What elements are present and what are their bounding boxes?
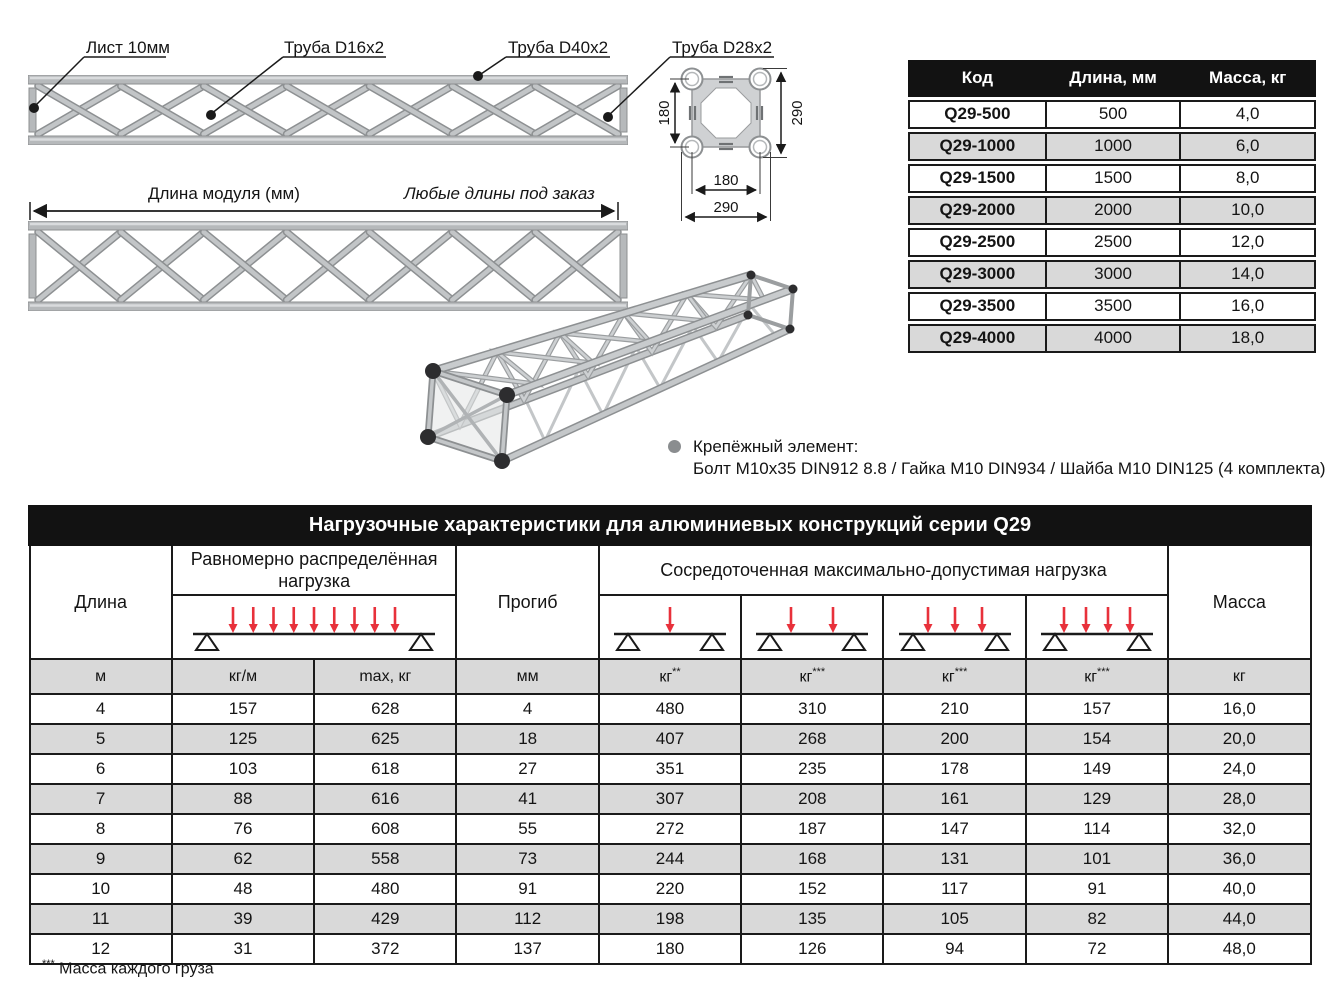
label-tube-d16: Труба D16x2 <box>284 38 385 57</box>
load-value: 44,0 <box>1168 904 1310 934</box>
load-value: 135 <box>741 904 883 934</box>
load-value: 625 <box>314 724 456 754</box>
unit-cell: кг** <box>599 659 741 694</box>
concentrated-load-diagram-1 <box>599 595 741 659</box>
load-value: 105 <box>883 904 1025 934</box>
leader-lines <box>34 57 670 116</box>
load-value: 244 <box>599 844 741 874</box>
load-value: 6 <box>30 754 172 784</box>
spec-header-row <box>908 60 1316 97</box>
spec-table-body <box>908 100 1316 353</box>
plate-hole <box>701 88 751 138</box>
load-value: 480 <box>314 874 456 904</box>
load-value: 407 <box>599 724 741 754</box>
load-value: 220 <box>599 874 741 904</box>
dim-inner-width: 180 <box>713 172 739 189</box>
load-value: 307 <box>599 784 741 814</box>
footnote-asterisks: *** <box>42 958 55 970</box>
custom-length-label: Любые длины под заказ <box>404 184 595 203</box>
load-value: 62 <box>172 844 314 874</box>
spec-value: 6,0 <box>1181 132 1316 161</box>
load-value: 616 <box>314 784 456 814</box>
unit-cell: м <box>30 659 172 694</box>
load-value: 39 <box>172 904 314 934</box>
dim-outer-width: 290 <box>713 199 739 216</box>
product-code: Q29-4000 <box>908 324 1047 353</box>
spec-value: 4000 <box>1047 324 1182 353</box>
unit-cell: кг*** <box>1026 659 1168 694</box>
load-value: 178 <box>883 754 1025 784</box>
load-value: 20,0 <box>1168 724 1310 754</box>
footnote-text: Масса каждого груза <box>54 960 214 978</box>
load-value: 7 <box>30 784 172 814</box>
concentrated-load-diagram-4 <box>1026 595 1168 659</box>
concentrated-load-diagram-2 <box>741 595 883 659</box>
load-value: 618 <box>314 754 456 784</box>
load-value: 48,0 <box>1168 934 1310 964</box>
bullet-icon <box>668 440 681 453</box>
footnote <box>42 958 214 978</box>
load-table-title-row <box>30 507 1311 545</box>
spec-value: 16,0 <box>1181 292 1316 321</box>
load-value: 117 <box>883 874 1025 904</box>
load-value: 126 <box>741 934 883 964</box>
load-value: 28,0 <box>1168 784 1310 814</box>
load-value: 268 <box>741 724 883 754</box>
load-value: 24,0 <box>1168 754 1310 784</box>
spec-value: 2500 <box>1047 228 1182 257</box>
spec-value: 14,0 <box>1181 260 1316 289</box>
spec-col-mass: Масса, кг <box>1181 60 1316 97</box>
load-value: 36,0 <box>1168 844 1310 874</box>
spec-row <box>908 324 1316 353</box>
load-row <box>30 694 1311 724</box>
load-value: 200 <box>883 724 1025 754</box>
load-value: 4 <box>456 694 598 724</box>
load-value: 40,0 <box>1168 874 1310 904</box>
load-value: 32,0 <box>1168 814 1310 844</box>
load-row <box>30 754 1311 784</box>
load-value: 72 <box>1026 934 1168 964</box>
load-table <box>28 505 1312 965</box>
spec-value: 1500 <box>1047 164 1182 193</box>
load-value: 11 <box>30 904 172 934</box>
load-value: 208 <box>741 784 883 814</box>
load-value: 310 <box>741 694 883 724</box>
load-value: 27 <box>456 754 598 784</box>
load-value: 101 <box>1026 844 1168 874</box>
spec-row <box>908 260 1316 289</box>
load-value: 157 <box>1026 694 1168 724</box>
unit-cell: кг*** <box>883 659 1025 694</box>
load-value: 8 <box>30 814 172 844</box>
load-value: 147 <box>883 814 1025 844</box>
load-value: 180 <box>599 934 741 964</box>
load-value: 31 <box>172 934 314 964</box>
spec-row <box>908 228 1316 257</box>
load-value: 55 <box>456 814 598 844</box>
product-code: Q29-1500 <box>908 164 1047 193</box>
load-value: 558 <box>314 844 456 874</box>
load-value: 91 <box>1026 874 1168 904</box>
spec-value: 500 <box>1047 100 1182 129</box>
load-value: 131 <box>883 844 1025 874</box>
label-tube-d28: Труба D28x2 <box>672 38 773 57</box>
spec-value: 3500 <box>1047 292 1182 321</box>
product-code: Q29-3000 <box>908 260 1047 289</box>
spec-row <box>908 132 1316 161</box>
product-code: Q29-3500 <box>908 292 1047 321</box>
unit-cell: кг <box>1168 659 1310 694</box>
load-value: 18 <box>456 724 598 754</box>
load-row <box>30 904 1311 934</box>
load-value: 94 <box>883 934 1025 964</box>
product-code: Q29-500 <box>908 100 1047 129</box>
unit-cell: кг/м <box>172 659 314 694</box>
load-value: 608 <box>314 814 456 844</box>
concentrated-load-diagram-3 <box>883 595 1025 659</box>
label-tube-d40: Труба D40x2 <box>508 38 609 57</box>
spec-table <box>908 57 1316 356</box>
load-value: 210 <box>883 694 1025 724</box>
spec-value: 1000 <box>1047 132 1182 161</box>
load-value: 152 <box>741 874 883 904</box>
units-row <box>30 659 1311 694</box>
dim-inner-height: 180 <box>656 100 673 126</box>
spec-value: 8,0 <box>1181 164 1316 193</box>
load-value: 480 <box>599 694 741 724</box>
load-value: 154 <box>1026 724 1168 754</box>
load-value: 41 <box>456 784 598 814</box>
product-code: Q29-1000 <box>908 132 1047 161</box>
spec-col-code: Код <box>908 60 1047 97</box>
spec-value: 10,0 <box>1181 196 1316 225</box>
spec-value: 3000 <box>1047 260 1182 289</box>
load-table-header-row <box>30 545 1311 596</box>
spec-row <box>908 196 1316 225</box>
label-sheet-10mm: Лист 10мм <box>86 38 170 57</box>
col-header-concentrated: Сосредоточенная максимально-допустимая нагрузка <box>599 545 1168 596</box>
load-value: 351 <box>599 754 741 784</box>
product-code: Q29-2500 <box>908 228 1047 257</box>
spec-value: 12,0 <box>1181 228 1316 257</box>
unit-cell: max, кг <box>314 659 456 694</box>
col-header-length: Длина <box>30 545 172 660</box>
load-value: 372 <box>314 934 456 964</box>
load-value: 429 <box>314 904 456 934</box>
load-row <box>30 724 1311 754</box>
load-value: 628 <box>314 694 456 724</box>
load-value: 137 <box>456 934 598 964</box>
load-value: 129 <box>1026 784 1168 814</box>
load-value: 4 <box>30 694 172 724</box>
load-value: 91 <box>456 874 598 904</box>
load-value: 9 <box>30 844 172 874</box>
spec-row <box>908 100 1316 129</box>
load-table-body <box>30 694 1311 964</box>
load-row <box>30 844 1311 874</box>
load-value: 82 <box>1026 904 1168 934</box>
load-value: 187 <box>741 814 883 844</box>
col-header-mass: Масса <box>1168 545 1310 660</box>
load-value: 103 <box>172 754 314 784</box>
spec-value: 4,0 <box>1181 100 1316 129</box>
load-value: 10 <box>30 874 172 904</box>
spec-value: 18,0 <box>1181 324 1316 353</box>
spec-row <box>908 292 1316 321</box>
fastener-note <box>668 436 1326 480</box>
col-header-distributed: Равномерно распределённая нагрузка <box>172 545 457 596</box>
load-value: 125 <box>172 724 314 754</box>
load-value: 114 <box>1026 814 1168 844</box>
unit-cell: кг*** <box>741 659 883 694</box>
fastener-note-detail: Болт M10x35 DIN912 8.8 / Гайка M10 DIN934 / Шайба M10 DIN125 (4 комплекта) <box>693 459 1326 478</box>
load-row <box>30 874 1311 904</box>
distributed-load-diagram <box>172 595 457 659</box>
load-value: 76 <box>172 814 314 844</box>
load-value: 73 <box>456 844 598 874</box>
fastener-note-title: Крепёжный элемент: <box>693 437 859 456</box>
spec-row <box>908 164 1316 193</box>
load-value: 198 <box>599 904 741 934</box>
load-value: 5 <box>30 724 172 754</box>
leader-dots <box>29 71 613 122</box>
col-header-deflection: Прогиб <box>456 545 598 660</box>
load-row <box>30 814 1311 844</box>
dim-outer-height: 290 <box>789 100 806 126</box>
load-value: 12 <box>30 934 172 964</box>
load-row <box>30 934 1311 964</box>
load-value: 88 <box>172 784 314 814</box>
load-row <box>30 784 1311 814</box>
spec-value: 2000 <box>1047 196 1182 225</box>
load-value: 157 <box>172 694 314 724</box>
load-value: 161 <box>883 784 1025 814</box>
module-dimension-line <box>30 202 618 220</box>
spec-col-length: Длина, мм <box>1047 60 1182 97</box>
load-value: 48 <box>172 874 314 904</box>
load-value: 168 <box>741 844 883 874</box>
cross-section-drawing <box>645 42 830 242</box>
load-table-diagram-row <box>30 595 1311 659</box>
load-value: 149 <box>1026 754 1168 784</box>
load-value: 235 <box>741 754 883 784</box>
module-length-label: Длина модуля (мм) <box>148 184 300 203</box>
load-value: 112 <box>456 904 598 934</box>
load-value: 272 <box>599 814 741 844</box>
load-value: 16,0 <box>1168 694 1310 724</box>
unit-cell: мм <box>456 659 598 694</box>
load-table-title: Нагрузочные характеристики для алюминиевых конструкций серии Q29 <box>30 507 1311 545</box>
product-code: Q29-2000 <box>908 196 1047 225</box>
